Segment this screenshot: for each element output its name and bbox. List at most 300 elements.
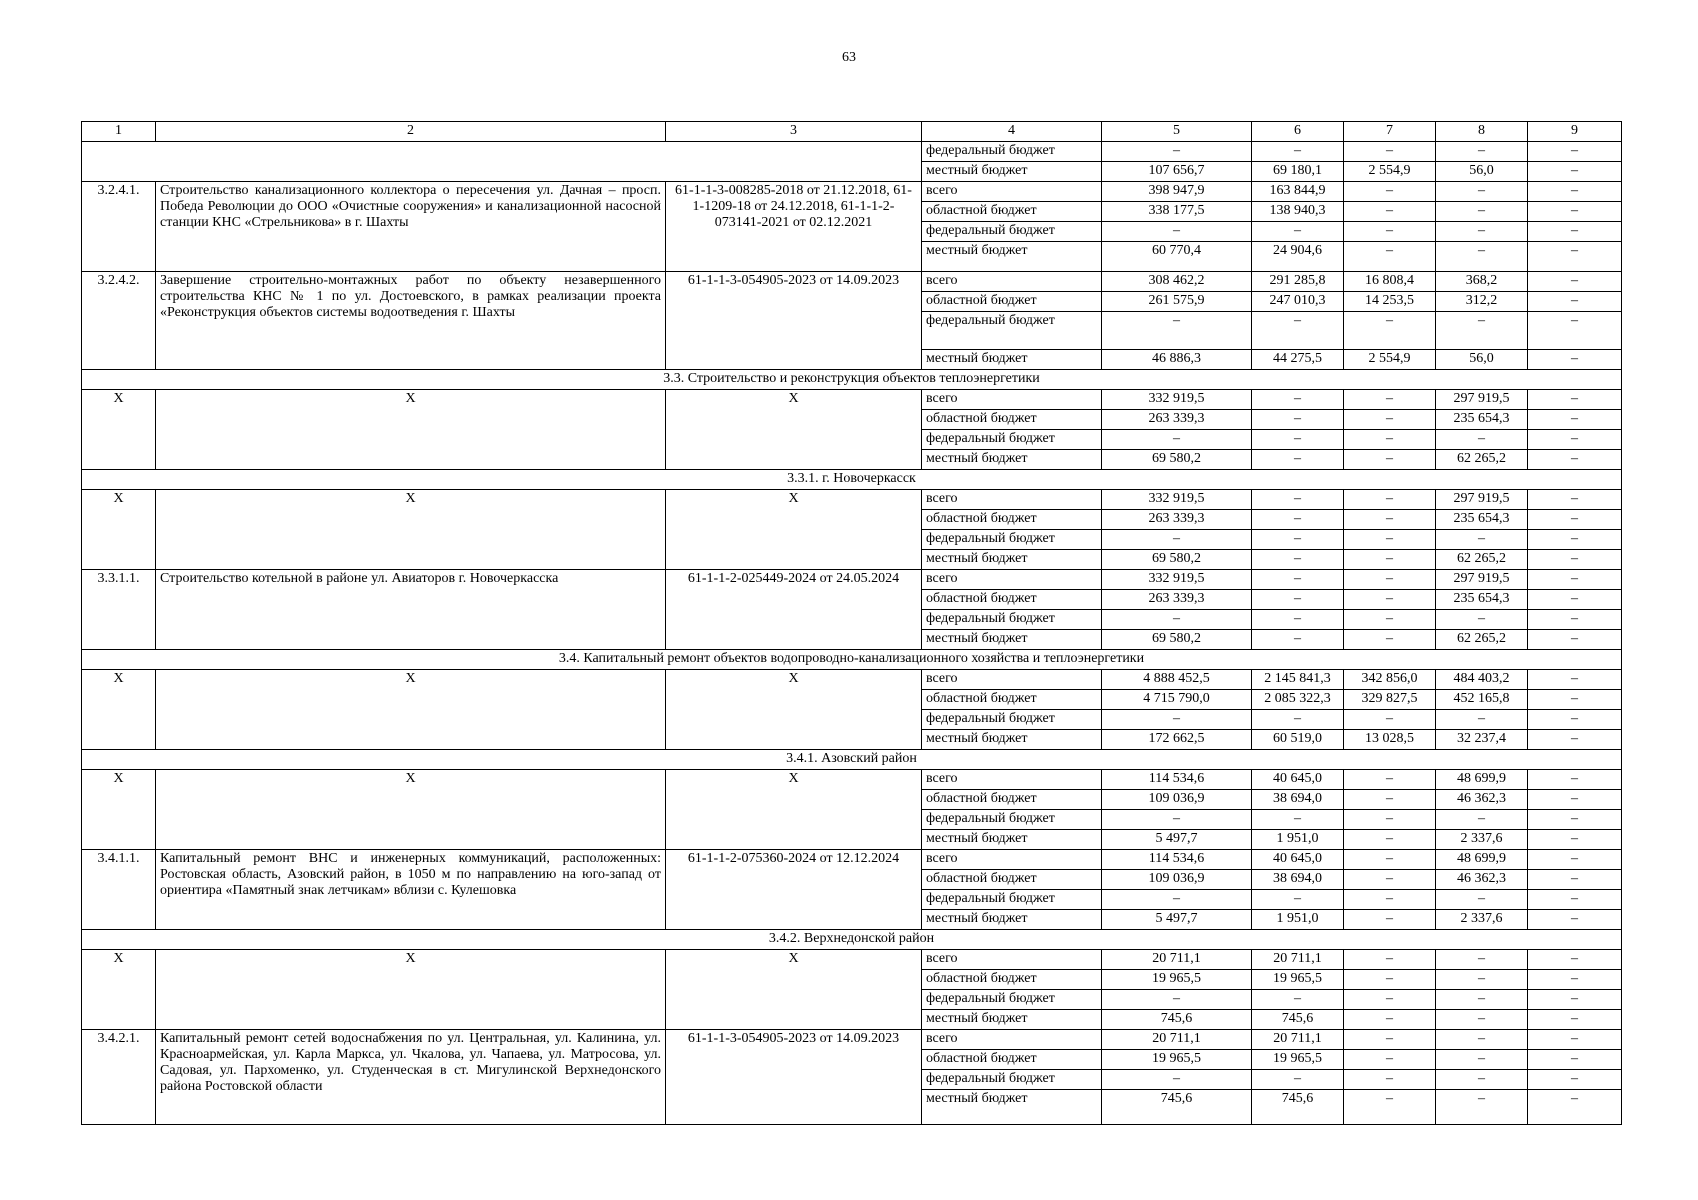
value-cell: – <box>1102 610 1252 630</box>
object-name: Х <box>156 950 666 1030</box>
value-cell: 2 145 841,3 <box>1252 670 1344 690</box>
continuation-cell <box>82 142 922 182</box>
table-row <box>82 950 1622 970</box>
value-cell: – <box>1252 450 1344 470</box>
value-cell: – <box>1528 450 1622 470</box>
section-header-row <box>82 470 1622 490</box>
budget-source: федеральный бюджет <box>922 710 1102 730</box>
value-cell: 32 237,4 <box>1436 730 1528 750</box>
value-cell: – <box>1436 1030 1528 1050</box>
value-cell: – <box>1102 810 1252 830</box>
value-cell: – <box>1252 142 1344 162</box>
table-row <box>82 390 1622 410</box>
section-title: 3.4.1. Азовский район <box>82 750 1622 770</box>
value-cell: – <box>1528 890 1622 910</box>
value-cell: – <box>1436 950 1528 970</box>
value-cell: 235 654,3 <box>1436 410 1528 430</box>
value-cell: – <box>1436 222 1528 242</box>
value-cell: 19 965,5 <box>1252 1050 1344 1070</box>
value-cell: – <box>1528 1050 1622 1070</box>
value-cell: 56,0 <box>1436 350 1528 370</box>
value-cell: – <box>1436 530 1528 550</box>
value-cell: – <box>1528 430 1622 450</box>
budget-source: федеральный бюджет <box>922 810 1102 830</box>
value-cell: 261 575,9 <box>1102 292 1252 312</box>
budget-source: областной бюджет <box>922 970 1102 990</box>
value-cell: 297 919,5 <box>1436 490 1528 510</box>
value-cell: 2 554,9 <box>1344 162 1436 182</box>
value-cell: – <box>1252 1070 1344 1090</box>
budget-source: всего <box>922 272 1102 292</box>
value-cell: – <box>1528 242 1622 272</box>
value-cell: – <box>1528 670 1622 690</box>
table-row <box>82 182 1622 202</box>
value-cell: – <box>1436 430 1528 450</box>
budget-source: федеральный бюджет <box>922 1070 1102 1090</box>
value-cell: 745,6 <box>1252 1010 1344 1030</box>
value-cell: 342 856,0 <box>1344 670 1436 690</box>
document-reference: Х <box>666 770 922 850</box>
value-cell: – <box>1528 830 1622 850</box>
value-cell: – <box>1344 450 1436 470</box>
budget-source: всего <box>922 850 1102 870</box>
value-cell: 235 654,3 <box>1436 510 1528 530</box>
value-cell: – <box>1436 1010 1528 1030</box>
budget-source: местный бюджет <box>922 1010 1102 1030</box>
value-cell: – <box>1344 142 1436 162</box>
object-name: Х <box>156 670 666 750</box>
header-cell: 2 <box>156 122 666 142</box>
value-cell: – <box>1528 590 1622 610</box>
row-number: Х <box>82 490 156 570</box>
value-cell: – <box>1528 550 1622 570</box>
budget-source: местный бюджет <box>922 630 1102 650</box>
header-row <box>82 122 1622 142</box>
budget-source: местный бюджет <box>922 830 1102 850</box>
value-cell: 291 285,8 <box>1252 272 1344 292</box>
value-cell: – <box>1528 142 1622 162</box>
value-cell: – <box>1344 490 1436 510</box>
budget-source: всего <box>922 390 1102 410</box>
budget-source: областной бюджет <box>922 870 1102 890</box>
value-cell: 1 951,0 <box>1252 910 1344 930</box>
document-reference: 61-1-1-2-075360-2024 от 12.12.2024 <box>666 850 922 930</box>
value-cell: – <box>1436 312 1528 350</box>
value-cell: 40 645,0 <box>1252 850 1344 870</box>
value-cell: 308 462,2 <box>1102 272 1252 292</box>
value-cell: – <box>1528 350 1622 370</box>
value-cell: – <box>1344 850 1436 870</box>
value-cell: – <box>1344 810 1436 830</box>
value-cell: 14 253,5 <box>1344 292 1436 312</box>
value-cell: – <box>1344 610 1436 630</box>
budget-source: федеральный бюджет <box>922 430 1102 450</box>
value-cell: 2 554,9 <box>1344 350 1436 370</box>
value-cell: – <box>1528 770 1622 790</box>
budget-source: местный бюджет <box>922 242 1102 272</box>
value-cell: 19 965,5 <box>1252 970 1344 990</box>
budget-source: областной бюджет <box>922 292 1102 312</box>
value-cell: – <box>1528 710 1622 730</box>
value-cell: – <box>1102 430 1252 450</box>
value-cell: – <box>1344 1030 1436 1050</box>
header-cell: 6 <box>1252 122 1344 142</box>
value-cell: 332 919,5 <box>1102 390 1252 410</box>
value-cell: 44 275,5 <box>1252 350 1344 370</box>
value-cell: – <box>1344 1070 1436 1090</box>
value-cell: – <box>1252 410 1344 430</box>
value-cell: – <box>1102 530 1252 550</box>
value-cell: – <box>1344 970 1436 990</box>
section-title: 3.3. Строительство и реконструкция объектов теплоэнергетики <box>82 370 1622 390</box>
budget-source: местный бюджет <box>922 350 1102 370</box>
section-header-row <box>82 650 1622 670</box>
value-cell: 109 036,9 <box>1102 790 1252 810</box>
value-cell: – <box>1252 550 1344 570</box>
value-cell: – <box>1436 202 1528 222</box>
table-row <box>82 272 1622 292</box>
value-cell: 247 010,3 <box>1252 292 1344 312</box>
budget-source: федеральный бюджет <box>922 610 1102 630</box>
value-cell: – <box>1528 292 1622 312</box>
document-reference: 61-1-1-2-025449-2024 от 24.05.2024 <box>666 570 922 650</box>
value-cell: – <box>1344 1010 1436 1030</box>
object-name: Капитальный ремонт ВНС и инженерных коммуникаций, расположенных: Ростовская область, Азовский район, в 1050 м по направлению на юго-запад от ориентира «Памятный знак летчикам» вблизи с. Кулешовка <box>156 850 666 930</box>
value-cell: 69 580,2 <box>1102 550 1252 570</box>
value-cell: – <box>1528 222 1622 242</box>
value-cell: – <box>1528 630 1622 650</box>
value-cell: – <box>1528 970 1622 990</box>
value-cell: 5 497,7 <box>1102 830 1252 850</box>
budget-source: местный бюджет <box>922 550 1102 570</box>
value-cell: 297 919,5 <box>1436 570 1528 590</box>
value-cell: – <box>1528 182 1622 202</box>
budget-source: областной бюджет <box>922 410 1102 430</box>
value-cell: – <box>1344 570 1436 590</box>
value-cell: – <box>1252 490 1344 510</box>
value-cell: – <box>1436 990 1528 1010</box>
value-cell: – <box>1252 630 1344 650</box>
section-title: 3.4. Капитальный ремонт объектов водопроводно-канализационного хозяйства и теплоэнергетики <box>82 650 1622 670</box>
budget-source: местный бюджет <box>922 730 1102 750</box>
value-cell: – <box>1252 990 1344 1010</box>
budget-source: областной бюджет <box>922 590 1102 610</box>
budget-source: федеральный бюджет <box>922 990 1102 1010</box>
table-row <box>82 490 1622 510</box>
value-cell: 235 654,3 <box>1436 590 1528 610</box>
row-number: 3.4.1.1. <box>82 850 156 930</box>
value-cell: – <box>1252 570 1344 590</box>
value-cell: – <box>1528 870 1622 890</box>
budget-source: всего <box>922 570 1102 590</box>
budget-source: областной бюджет <box>922 202 1102 222</box>
header-cell: 1 <box>82 122 156 142</box>
value-cell: – <box>1436 182 1528 202</box>
value-cell: – <box>1528 1030 1622 1050</box>
value-cell: – <box>1344 530 1436 550</box>
value-cell: – <box>1344 770 1436 790</box>
budget-source: областной бюджет <box>922 790 1102 810</box>
budget-source: областной бюджет <box>922 690 1102 710</box>
value-cell: 60 770,4 <box>1102 242 1252 272</box>
value-cell: – <box>1252 710 1344 730</box>
budget-source: федеральный бюджет <box>922 530 1102 550</box>
value-cell: – <box>1102 1070 1252 1090</box>
table-row <box>82 570 1622 590</box>
value-cell: 48 699,9 <box>1436 770 1528 790</box>
value-cell: – <box>1436 142 1528 162</box>
value-cell: 16 808,4 <box>1344 272 1436 292</box>
value-cell: 4 888 452,5 <box>1102 670 1252 690</box>
budget-source: федеральный бюджет <box>922 142 1102 162</box>
value-cell: – <box>1252 530 1344 550</box>
value-cell: – <box>1102 710 1252 730</box>
value-cell: 332 919,5 <box>1102 570 1252 590</box>
value-cell: – <box>1528 730 1622 750</box>
value-cell: 24 904,6 <box>1252 242 1344 272</box>
value-cell: – <box>1344 202 1436 222</box>
value-cell: 19 965,5 <box>1102 1050 1252 1070</box>
budget-source: федеральный бюджет <box>922 312 1102 350</box>
value-cell: 172 662,5 <box>1102 730 1252 750</box>
document-reference: Х <box>666 950 922 1030</box>
table-row <box>82 850 1622 870</box>
value-cell: 20 711,1 <box>1252 1030 1344 1050</box>
value-cell: – <box>1436 1090 1528 1125</box>
value-cell: – <box>1528 990 1622 1010</box>
value-cell: 2 085 322,3 <box>1252 690 1344 710</box>
budget-source: всего <box>922 182 1102 202</box>
header-cell: 8 <box>1436 122 1528 142</box>
object-name: Х <box>156 390 666 470</box>
value-cell: – <box>1252 510 1344 530</box>
value-cell: 69 180,1 <box>1252 162 1344 182</box>
value-cell: 13 028,5 <box>1344 730 1436 750</box>
page-number: 63 <box>842 50 856 65</box>
budget-source: федеральный бюджет <box>922 890 1102 910</box>
budget-source: местный бюджет <box>922 910 1102 930</box>
value-cell: 56,0 <box>1436 162 1528 182</box>
value-cell: – <box>1436 970 1528 990</box>
section-header-row <box>82 370 1622 390</box>
value-cell: – <box>1344 312 1436 350</box>
value-cell: 69 580,2 <box>1102 450 1252 470</box>
value-cell: 4 715 790,0 <box>1102 690 1252 710</box>
value-cell: 60 519,0 <box>1252 730 1344 750</box>
budget-source: всего <box>922 1030 1102 1050</box>
value-cell: – <box>1344 182 1436 202</box>
header-cell: 9 <box>1528 122 1622 142</box>
value-cell: 263 339,3 <box>1102 410 1252 430</box>
value-cell: 1 951,0 <box>1252 830 1344 850</box>
header-cell: 5 <box>1102 122 1252 142</box>
value-cell: – <box>1528 1010 1622 1030</box>
object-name: Капитальный ремонт сетей водоснабжения по ул. Центральная, ул. Калинина, ул. Красноармейская, ул. Карла Маркса, ул. Чкалова, ул. Чапаева, ул. Матросова, ул. Садовая, ул. Пархоменко, ул. Студенческая в ст. Мигулинской Верхнедонского района Ростовской области <box>156 1030 666 1125</box>
value-cell: – <box>1252 810 1344 830</box>
table-row <box>82 142 1622 162</box>
value-cell: 107 656,7 <box>1102 162 1252 182</box>
budget-table <box>81 121 1622 1125</box>
value-cell: 138 940,3 <box>1252 202 1344 222</box>
budget-source: всего <box>922 770 1102 790</box>
row-number: 3.2.4.1. <box>82 182 156 272</box>
value-cell: 46 362,3 <box>1436 790 1528 810</box>
value-cell: – <box>1528 850 1622 870</box>
value-cell: – <box>1436 242 1528 272</box>
value-cell: – <box>1528 950 1622 970</box>
value-cell: – <box>1344 710 1436 730</box>
value-cell: 40 645,0 <box>1252 770 1344 790</box>
value-cell: – <box>1344 1090 1436 1125</box>
value-cell: 20 711,1 <box>1102 950 1252 970</box>
value-cell: – <box>1528 410 1622 430</box>
document-reference: 61-1-1-3-054905-2023 от 14.09.2023 <box>666 1030 922 1125</box>
value-cell: – <box>1436 890 1528 910</box>
value-cell: – <box>1344 242 1436 272</box>
value-cell: 368,2 <box>1436 272 1528 292</box>
object-name: Завершение строительно-монтажных работ по объекту незавершенного строительства КНС № 1 по ул. Достоевского, в рамках реализации проекта «Реконструкция объектов системы водоотведения г. Шахты <box>156 272 666 370</box>
budget-source: всего <box>922 950 1102 970</box>
value-cell: – <box>1528 810 1622 830</box>
value-cell: – <box>1528 312 1622 350</box>
value-cell: 332 919,5 <box>1102 490 1252 510</box>
value-cell: – <box>1436 1050 1528 1070</box>
value-cell: – <box>1528 610 1622 630</box>
value-cell: 19 965,5 <box>1102 970 1252 990</box>
value-cell: – <box>1344 222 1436 242</box>
document-reference: Х <box>666 490 922 570</box>
value-cell: – <box>1436 810 1528 830</box>
value-cell: – <box>1436 610 1528 630</box>
table-row <box>82 770 1622 790</box>
value-cell: 2 337,6 <box>1436 910 1528 930</box>
row-number: Х <box>82 950 156 1030</box>
value-cell: – <box>1344 950 1436 970</box>
value-cell: – <box>1528 570 1622 590</box>
value-cell: – <box>1344 510 1436 530</box>
table-row <box>82 1030 1622 1050</box>
value-cell: 297 919,5 <box>1436 390 1528 410</box>
value-cell: – <box>1344 910 1436 930</box>
object-name: Строительство котельной в районе ул. Авиаторов г. Новочеркасска <box>156 570 666 650</box>
value-cell: 263 339,3 <box>1102 510 1252 530</box>
value-cell: – <box>1528 530 1622 550</box>
value-cell: – <box>1102 990 1252 1010</box>
value-cell: – <box>1102 890 1252 910</box>
value-cell: – <box>1528 390 1622 410</box>
header-cell: 7 <box>1344 122 1436 142</box>
budget-source: всего <box>922 670 1102 690</box>
value-cell: – <box>1252 390 1344 410</box>
row-number: Х <box>82 390 156 470</box>
value-cell: 452 165,8 <box>1436 690 1528 710</box>
value-cell: 38 694,0 <box>1252 790 1344 810</box>
value-cell: 338 177,5 <box>1102 202 1252 222</box>
document-reference: Х <box>666 670 922 750</box>
value-cell: 114 534,6 <box>1102 850 1252 870</box>
document-reference: Х <box>666 390 922 470</box>
row-number: 3.4.2.1. <box>82 1030 156 1125</box>
budget-source: местный бюджет <box>922 1090 1102 1125</box>
value-cell: – <box>1344 410 1436 430</box>
budget-source: местный бюджет <box>922 162 1102 182</box>
value-cell: 745,6 <box>1252 1090 1344 1125</box>
value-cell: – <box>1344 590 1436 610</box>
header-cell: 3 <box>666 122 922 142</box>
value-cell: 46 362,3 <box>1436 870 1528 890</box>
section-title: 3.3.1. г. Новочеркасск <box>82 470 1622 490</box>
value-cell: – <box>1344 550 1436 570</box>
value-cell: 62 265,2 <box>1436 630 1528 650</box>
value-cell: 114 534,6 <box>1102 770 1252 790</box>
value-cell: – <box>1528 790 1622 810</box>
object-name: Строительство канализационного коллектора о пересечения ул. Дачная – просп. Победа Революции до ООО «Очистные сооружения» и канализационной насосной станции КНС «Стрельникова» в г. Шахты <box>156 182 666 272</box>
value-cell: – <box>1102 312 1252 350</box>
value-cell: – <box>1252 430 1344 450</box>
section-title: 3.4.2. Верхнедонской район <box>82 930 1622 950</box>
value-cell: – <box>1528 1090 1622 1125</box>
document-reference: 61-1-1-3-054905-2023 от 14.09.2023 <box>666 272 922 370</box>
value-cell: – <box>1528 1070 1622 1090</box>
value-cell: – <box>1344 870 1436 890</box>
value-cell: – <box>1344 790 1436 810</box>
value-cell: – <box>1528 162 1622 182</box>
value-cell: – <box>1528 690 1622 710</box>
value-cell: 109 036,9 <box>1102 870 1252 890</box>
budget-source: всего <box>922 490 1102 510</box>
value-cell: – <box>1528 910 1622 930</box>
value-cell: – <box>1436 710 1528 730</box>
value-cell: 69 580,2 <box>1102 630 1252 650</box>
budget-source: областной бюджет <box>922 1050 1102 1070</box>
value-cell: 745,6 <box>1102 1010 1252 1030</box>
object-name: Х <box>156 770 666 850</box>
value-cell: – <box>1344 890 1436 910</box>
section-header-row <box>82 930 1622 950</box>
value-cell: 38 694,0 <box>1252 870 1344 890</box>
object-name: Х <box>156 490 666 570</box>
value-cell: – <box>1436 1070 1528 1090</box>
value-cell: – <box>1344 430 1436 450</box>
value-cell: 263 339,3 <box>1102 590 1252 610</box>
row-number: 3.2.4.2. <box>82 272 156 370</box>
value-cell: – <box>1252 222 1344 242</box>
section-header-row <box>82 750 1622 770</box>
value-cell: 745,6 <box>1102 1090 1252 1125</box>
budget-source: областной бюджет <box>922 510 1102 530</box>
table-row <box>82 670 1622 690</box>
value-cell: 329 827,5 <box>1344 690 1436 710</box>
value-cell: 62 265,2 <box>1436 550 1528 570</box>
value-cell: 2 337,6 <box>1436 830 1528 850</box>
value-cell: 398 947,9 <box>1102 182 1252 202</box>
value-cell: – <box>1528 202 1622 222</box>
value-cell: 20 711,1 <box>1252 950 1344 970</box>
row-number: Х <box>82 670 156 750</box>
value-cell: 20 711,1 <box>1102 1030 1252 1050</box>
value-cell: – <box>1102 142 1252 162</box>
value-cell: 48 699,9 <box>1436 850 1528 870</box>
value-cell: 5 497,7 <box>1102 910 1252 930</box>
value-cell: – <box>1252 312 1344 350</box>
row-number: 3.3.1.1. <box>82 570 156 650</box>
value-cell: – <box>1344 990 1436 1010</box>
value-cell: – <box>1252 890 1344 910</box>
value-cell: 46 886,3 <box>1102 350 1252 370</box>
budget-source: федеральный бюджет <box>922 222 1102 242</box>
header-cell: 4 <box>922 122 1102 142</box>
value-cell: – <box>1344 390 1436 410</box>
